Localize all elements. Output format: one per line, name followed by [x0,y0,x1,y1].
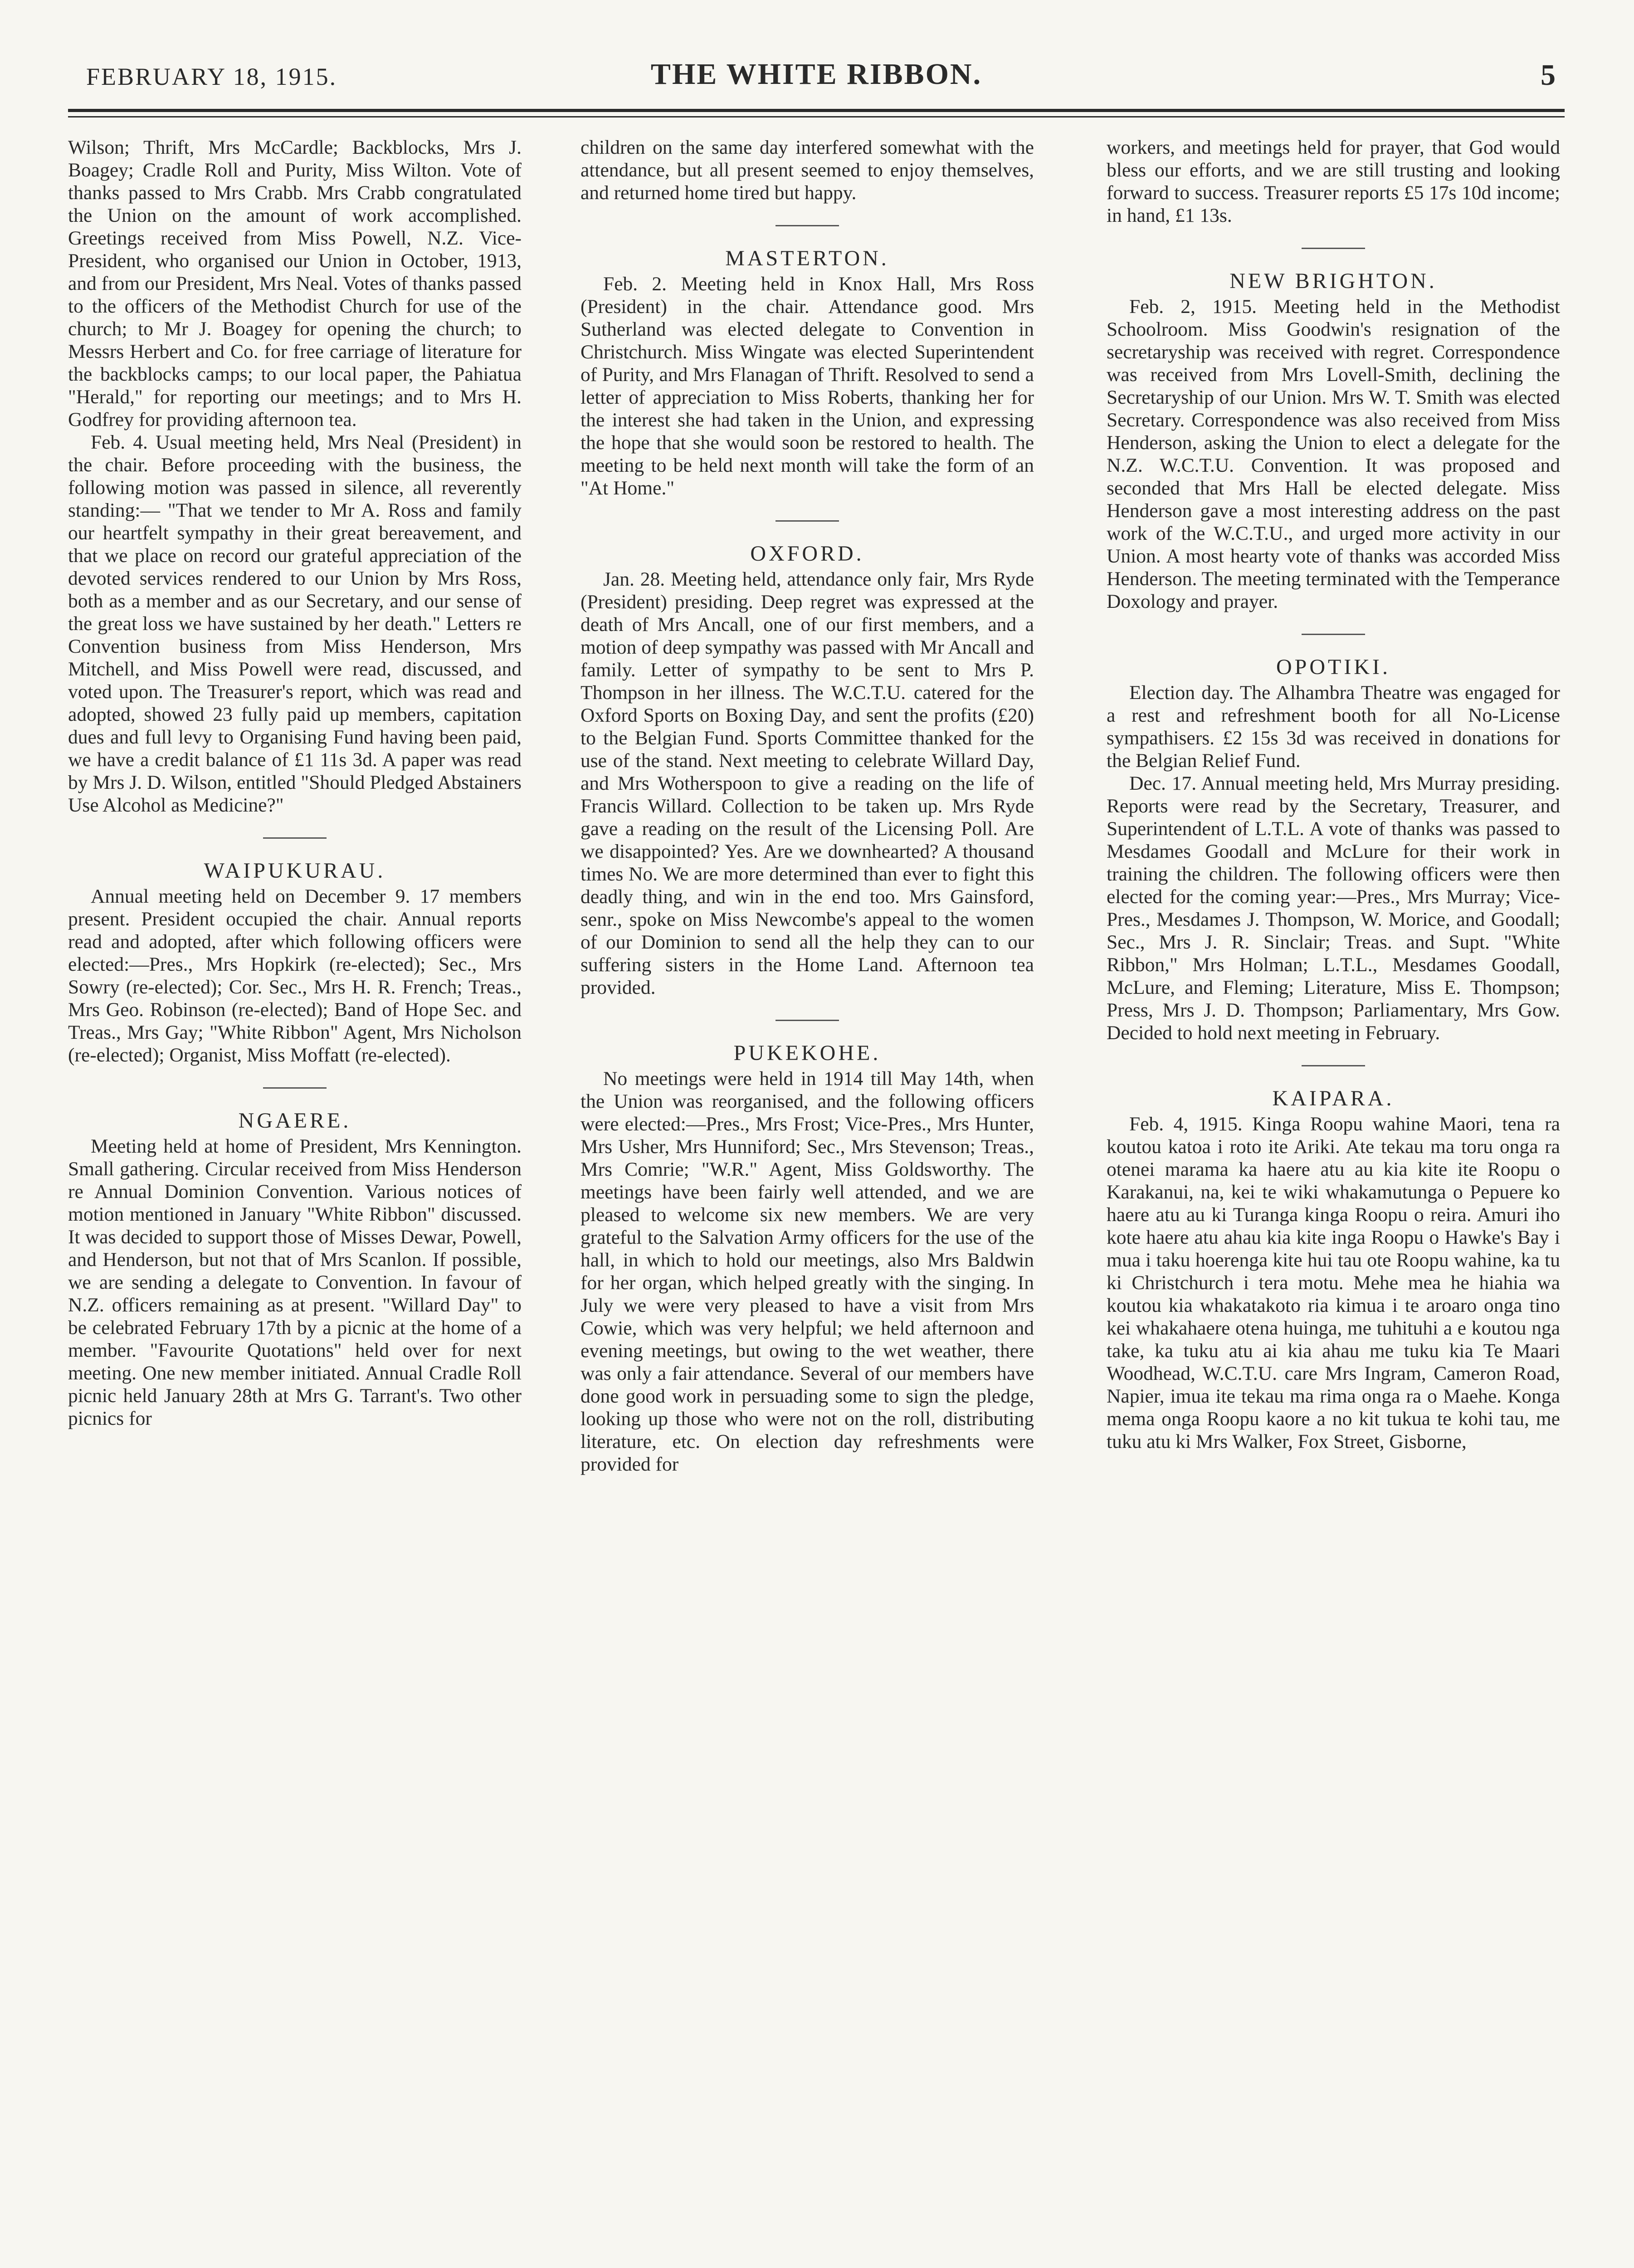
section-continued [68,136,522,816]
section-divider [776,520,839,522]
section-heading: OXFORD. [750,542,864,566]
section-masterton [580,247,1034,499]
section-heading: MASTERTON. [725,246,889,270]
paragraph: Meeting held at home of President, Mrs Kennington. Small gathering. Circular received from Miss Henderson re Annual Dominion Convention. Various notices of motion mentioned in January "White Ribbon" discussed. It was decided to support those of Misses Dewar, Powell, and Henderson, but not that of Mrs Scanlon. If possible, we are sending a delegate to Convention. In favour of N.Z. officers remaining as at present. "Willard Day" to be celebrated February 17th by a picnic at the home of a member. "Favourite Quotations" held over for next meeting. One new member initiated. Annual Cradle Roll picnic held January 28th at Mrs G. Tarrant's. Two other picnics for [68,1135,522,1429]
section-divider [1302,1065,1365,1066]
section-pukekohe [580,1042,1034,1476]
section-kaipara [1107,1087,1560,1453]
paragraph: Feb. 2. Meeting held in Knox Hall, Mrs Ross (President) in the chair. Attendance good. Mrs Sutherland was elected delegate to Convention in Christchurch. Miss Wingate was elected Superintendent of Purity, and Mrs Flanagan of Thrift. Resolved to send a letter of appreciation to Miss Roberts, thanking her for the interest she had taken in the Union, and expressing the hope that she would soon be restored to health. The meeting to be held next month will take the form of an "At Home." [580,273,1034,499]
column-2 [580,136,1034,2268]
column-1 [68,136,522,2268]
header-rule-thin [68,116,1565,117]
section-divider [263,837,327,839]
section-continued [580,136,1034,204]
paragraph: Dec. 17. Annual meeting held, Mrs Murray presiding. Reports were read by the Secretary, Treasurer, and Superintendent of L.T.L. A vote of thanks was passed to Mesdames Goodall and McLure for their work in training the children. The following officers were then elected for the coming year:—Pres., Mrs Murray; Vice-Pres., Mesdames J. Thompson, W. Morice, and Goodall; Sec., Mrs J. R. Sinclair; Treas. and Supt. "White Ribbon," Mrs Holman; L.T.L., Mesdames Goodall, McLure, and Fleming; Literature, Miss E. Thompson; Press, Mrs J. D. Thompson; Parliamentary, Mrs Gow. Decided to hold next meeting in February. [1107,772,1560,1044]
masthead-title: THE WHITE RIBBON. [650,58,982,91]
section-heading: NEW BRIGHTON. [1229,269,1437,293]
section-continued [1107,136,1560,227]
paragraph: children on the same day interfered somewhat with the attendance, but all present seemed to enjoy themselves, and returned home tired but happy. [580,137,1034,204]
section-oxford [580,543,1034,999]
column-3 [1107,136,1560,2268]
section-heading: PUKEKOHE. [733,1041,881,1065]
section-waipukurau [68,860,522,1066]
section-divider [1302,248,1365,249]
section-heading: KAIPARA. [1272,1086,1395,1110]
paragraph: Annual meeting held on December 9. 17 members present. President occupied the chair. Annual reports read and adopted, after which following officers were elected:—Pres., Mrs Hopkirk (re-elected); Sec., Mrs Sowry (re-elected); Cor. Sec., Mrs H. R. French; Treas., Mrs Geo. Robinson (re-elected); Band of Hope Sec. and Treas., Mrs Gay; "White Ribbon" Agent, Mrs Nicholson (re-elected); Organist, Miss Moffatt (re-elected). [68,885,522,1066]
section-ngaere [68,1110,522,1430]
paragraph: Wilson; Thrift, Mrs McCardle; Backblocks, Mrs J. Boagey; Cradle Roll and Purity, Miss Wilton. Vote of thanks passed to Mrs Crabb. Mrs Crabb congratulated the Union on the amount of work accomplished. Greetings received from Miss Powell, N.Z. Vice-President, who organised our Union in October, 1913, and from our President, Mrs Neal. Votes of thanks passed to the officers of the Methodist Church for use of the church; to Mr J. Boagey for opening the church; to Messrs Herbert and Co. for free carriage of literature for the backblocks camps; to our local paper, the Pahiatua "Herald," for reporting our meetings; and to Mrs H. Godfrey for providing afternoon tea. [68,137,522,430]
header-rule-thick [68,109,1565,112]
paragraph: Feb. 4, 1915. Kinga Roopu wahine Maori, tena ra koutou katoa i roto ite Ariki. Ate tekau ma toru onga ra otenei marama ka haere atu au kia kite ite Roopu o Karakanui, na, kei te wiki whakamutunga o Pepuere ko haere atu au ki Turanga kinga Roopu o reira. Amuri iho kote haere atu ahau kia kite inga Roopu o Hawke's Bay i mua i taku hoerenga kite hui tau ote Roopu wahine, ka tu ki Christchurch i tera motu. Mehe mea he hiahia wa koutou kia whakatakoto ria kimua i te aroaro onga tino kei whakahaere otena huinga, me tuhituhi a e koutou nga take, ka tuku atu ai kia ahau me tuku kia Te Maari Woodhead, W.C.T.U. care Mrs Ingram, Cameron Road, Napier, imua ite tekau ma rima onga ra o Maehe. Konga mema onga Roopu kaore a no kit tukua te kohi tau, me tuku atu ki Mrs Walker, Fox Street, Gisborne, [1107,1113,1560,1452]
section-divider [1302,634,1365,635]
section-heading: WAIPUKURAU. [204,859,386,883]
paragraph: No meetings were held in 1914 till May 14th, when the Union was reorganised, and the following officers were elected:—Pres., Mrs Frost; Vice-Pres., Mrs Hunter, Mrs Usher, Mrs Hunniford; Sec., Mrs Stevenson; Treas., Mrs Comrie; "W.R." Agent, Miss Goldsworthy. The meetings have been fairly well attended, and we are pleased to welcome six new members. We are very grateful to the Salvation Army officers for the use of the hall, in which to hold our meetings, also Mrs Baldwin for her organ, which helped greatly with the singing. In July we were very pleased to have a visit from Mrs Cowie, which was very helpful; we held afternoon and evening meetings, but owing to the wet weather, there was only a fair attendance. Several of our members have done good work in persuading some to sign the pledge, looking up those who were not on the roll, distributing literature, etc. On election day refreshments were provided for [580,1068,1034,1475]
section-divider [776,1020,839,1021]
paragraph: workers, and meetings held for prayer, that God would bless our efforts, and we are still trusting and looking forward to success. Treasurer reports £5 17s 10d income; in hand, £1 13s. [1107,137,1560,226]
section-opotiki [1107,656,1560,1044]
paragraph: Election day. The Alhambra Theatre was engaged for a rest and refreshment booth for all No-License sympathisers. £2 15s 3d was received in donations for the Belgian Relief Fund. [1107,682,1560,772]
section-heading: NGAERE. [238,1109,351,1133]
section-heading: OPOTIKI. [1276,655,1390,679]
issue-date: FEBRUARY 18, 1915. [86,63,337,90]
paragraph: Jan. 28. Meeting held, attendance only fair, Mrs Ryde (President) presiding. Deep regret was expressed at the death of Mrs Ancall, one of our first members, and a motion of deep sympathy was passed with Mr Ancall and family. Letter of sympathy to be sent to Mrs P. Thompson in her illness. The W.C.T.U. catered for the Oxford Sports on Boxing Day, and sent the profits (£20) to the Belgian Fund. Sports Committee thanked for the use of the stand. Next meeting to celebrate Willard Day, and Mrs Wotherspoon to give a reading on the life of Francis Willard. Collection to be taken up. Mrs Ryde gave a reading on the result of the Licensing Poll. Are we disappointed? Yes. Are we downhearted? A thousand times No. We are more determined than ever to fight this deadly thing, and win in the end too. Mrs Gainsford, senr., spoke on Miss Newcombe's appeal to the women of our Dominion to send all the help they can to our suffering sisters in the Home Land. Afternoon tea provided. [580,568,1034,998]
paragraph: Feb. 4. Usual meeting held, Mrs Neal (President) in the chair. Before proceeding with the business, the following motion was passed in silence, all reverently standing:— "That we tender to Mr A. Ross and family our heartfelt sympathy in their great bereavement, and that we place on record our grateful appreciation of the devoted services rendered to our Union by Mrs Ross, both as a member and as our Secretary, and our sense of the great loss we have sustained by her death." Letters re Convention business from Miss Henderson, Mrs Mitchell, and Miss Powell were read, discussed, and voted upon. The Treasurer's report, which was read and adopted, showed 23 fully paid up members, capitation dues and full levy to Organising Fund having been paid, we have a credit balance of £1 11s 3d. A paper was read by Mrs J. D. Wilson, entitled "Should Pledged Abstainers Use Alcohol as Medicine?" [68,431,522,816]
section-divider [776,225,839,226]
page-header [68,54,1565,103]
page-number: 5 [1541,59,1556,92]
paragraph: Feb. 2, 1915. Meeting held in the Methodist Schoolroom. Miss Goodwin's resignation of the secretaryship was received with regret. Correspondence was received from Mrs Lovell-Smith, declining the Secretaryship of our Union. Mrs W. T. Smith was elected Secretary. Correspondence was also received from Miss Henderson, asking the Union to elect a delegate for the N.Z. W.C.T.U. Convention. It was proposed and seconded that Mrs Hall be elected delegate. Miss Henderson gave a most interesting address on the past work of the W.C.T.U., and urged more activity in our Union. A most hearty vote of thanks was accorded Miss Henderson. The meeting terminated with the Temperance Doxology and prayer. [1107,296,1560,612]
section-new-brighton [1107,270,1560,613]
section-divider [263,1087,327,1089]
